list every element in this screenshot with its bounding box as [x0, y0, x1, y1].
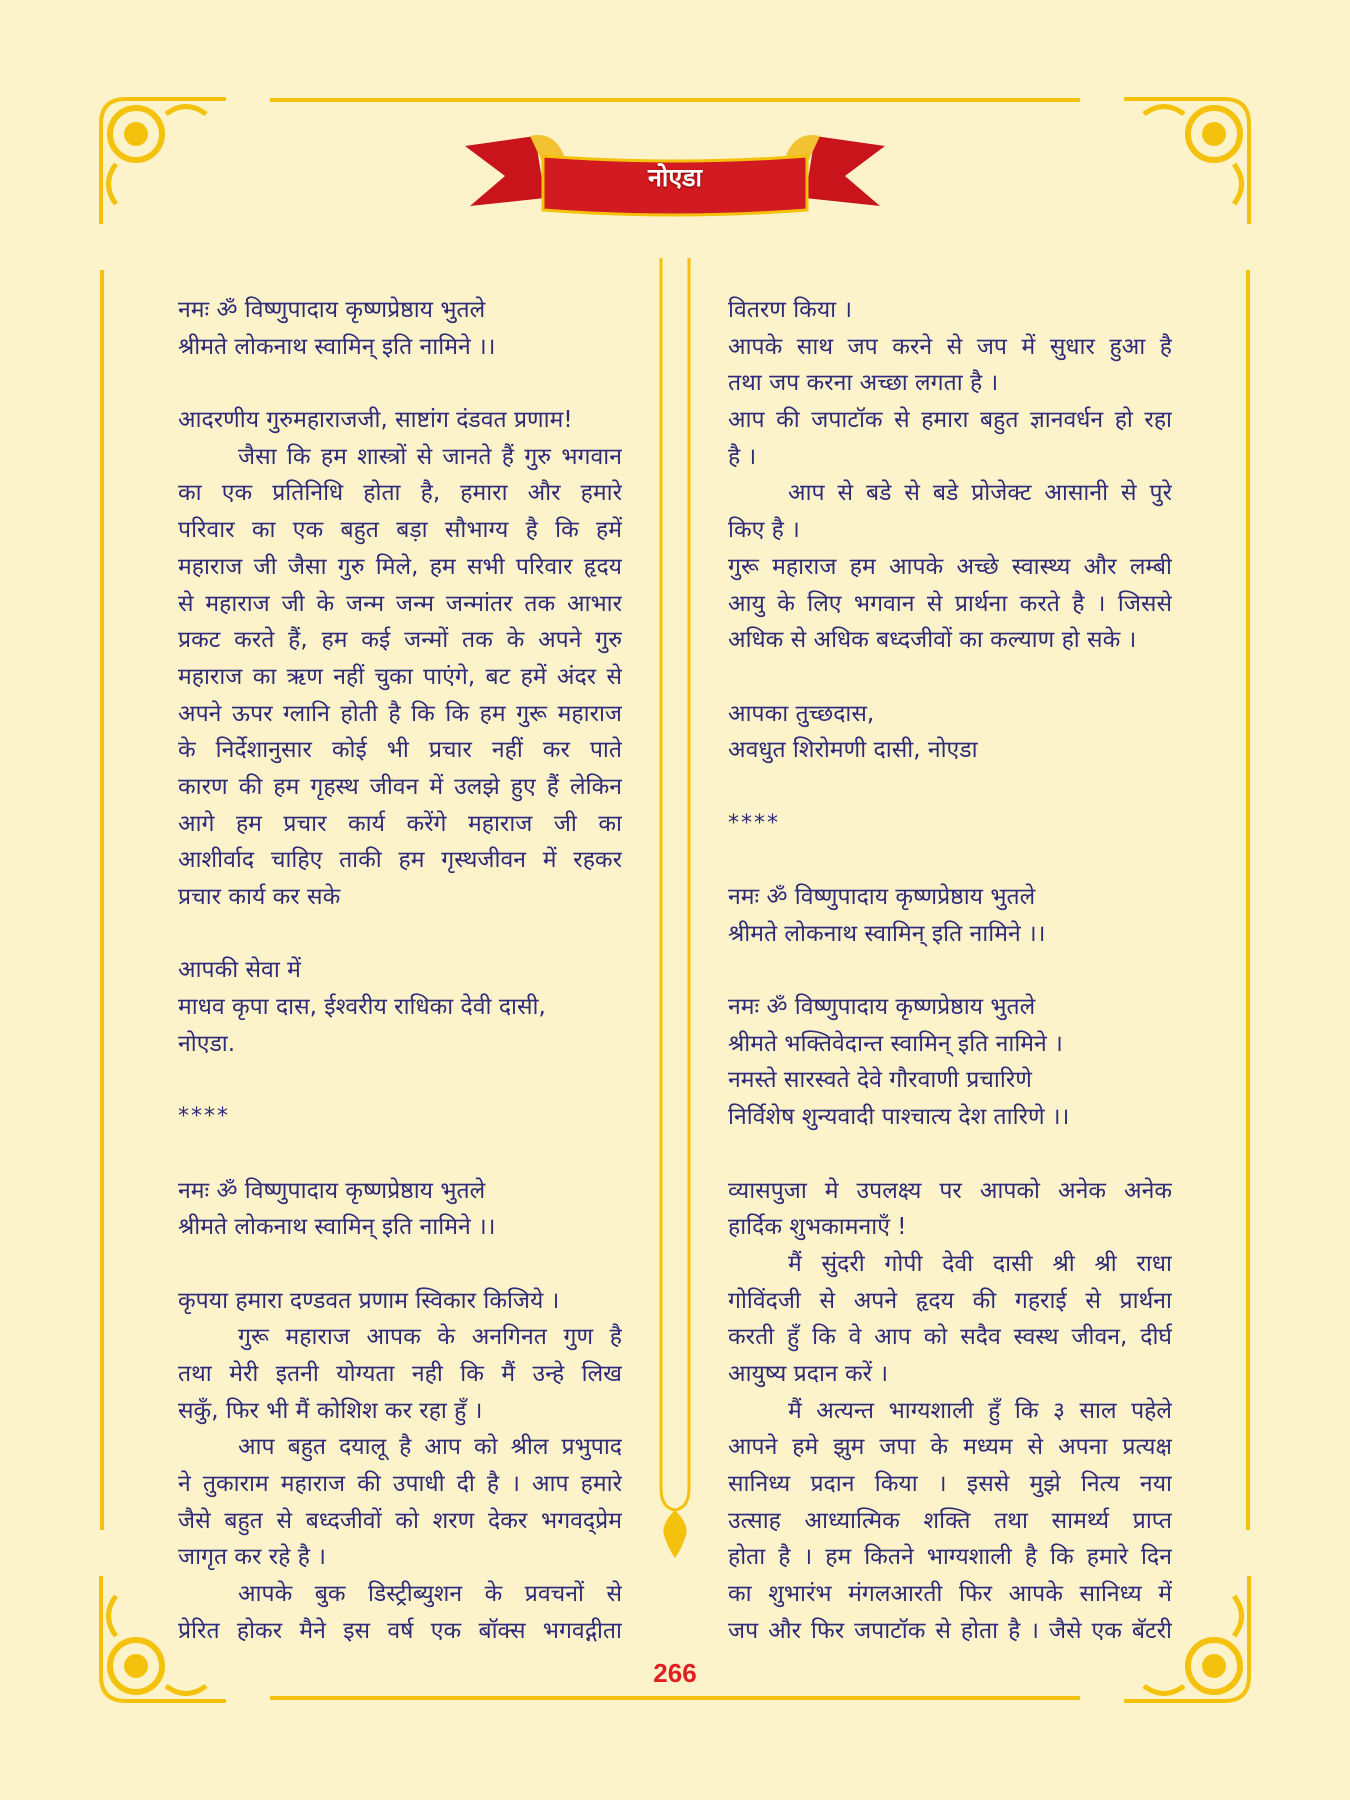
text-line: आशीर्वाद चाहिए ताकी हम गृस्थजीवन में रहकर	[178, 847, 622, 874]
text-line: माधव कृपा दास, ईश्वरीय राधिका देवी दासी,	[178, 994, 546, 1021]
text-line: से महाराज जी के जन्म जन्म जन्मांतर तक आभार	[178, 590, 622, 617]
blank-line	[728, 952, 1172, 989]
blank-line	[178, 1062, 622, 1099]
text-line: व्यासपुजा मे उपलक्ष्य पर आपको अनेक अनेक	[728, 1177, 1172, 1204]
frame-left-line	[100, 270, 104, 1530]
text-line: महाराज जी जैसा गुरु मिले, हम सभी परिवार हृदय	[178, 553, 622, 580]
text-line: अपने ऊपर ग्लानि होती है कि कि हम गुरू महाराज	[178, 700, 622, 727]
text-line: आपके बुक डिस्ट्रीब्युशन के प्रवचनों से	[238, 1581, 622, 1608]
title-ribbon	[465, 128, 885, 220]
text-line: आदरणीय गुरुमहाराजजी, साष्टांग दंडवत प्रणाम!	[178, 407, 573, 434]
text-line: तथा मेरी इतनी योग्यता नही कि मैं उन्हे लिख	[178, 1360, 622, 1387]
text-line: नमः ॐ विष्णुपादाय कृष्णप्रेष्ठाय भुतले	[178, 1177, 486, 1204]
text-line: परिवार का एक बहुत बड़ा सौभाग्य है कि हमें	[178, 517, 622, 544]
blank-line	[178, 1136, 622, 1173]
text-line: अवधुत शिरोमणी दासी, नोएडा	[728, 737, 978, 764]
text-line: मैं अत्यन्त भाग्यशाली हुँ कि ३ साल पहेले	[788, 1397, 1172, 1424]
text-line: प्रकट करते हैं, हम कई जन्मों तक के अपने गुरु	[178, 627, 622, 654]
frame-bottom-line	[270, 1696, 1080, 1700]
text-line: गोविंदजी से अपने हृदय की गहराई से प्रार्थना	[728, 1287, 1172, 1314]
text-line: आप से बडे से बडे प्रोजेक्ट आसानी से पुरे	[788, 480, 1172, 507]
text-line: नमस्ते सारस्वते देवे गौरवाणी प्रचारिणे	[728, 1067, 1032, 1094]
text-line: जागृत कर रहे है ।	[178, 1544, 326, 1571]
text-line: प्रचार कार्य कर सके	[178, 884, 341, 910]
section-separator: ****	[178, 1104, 230, 1130]
text-line: जैसे बहुत से बध्दजीवों को शरण देकर भगवद्प्रेम	[178, 1507, 622, 1534]
text-line: नमः ॐ विष्णुपादाय कृष्णप्रेष्ठाय भुतले	[728, 994, 1036, 1021]
right-column	[728, 292, 1172, 1649]
text-line: आपका तुच्छदास,	[728, 700, 875, 727]
text-line: के निर्देशानुसार कोई भी प्रचार नहीं कर पाते	[178, 737, 622, 764]
text-line: कारण की हम गृहस्थ जीवन में उलझे हुए हैं लेकिन	[178, 773, 622, 800]
text-line: श्रीमते लोकनाथ स्वामिन् इति नामिने ।।	[178, 333, 496, 360]
text-line: ने तुकाराम महाराज की उपाधी दी है । आप हमारे	[178, 1471, 622, 1497]
blank-line	[728, 1136, 1172, 1173]
text-line: अधिक से अधिक बध्दजीवों का कल्याण हो सके ।	[728, 627, 1137, 654]
corner-ornament-icon	[86, 84, 236, 234]
text-line: तथा जप करना अच्छा लगता है ।	[728, 370, 999, 397]
blank-line	[728, 842, 1172, 879]
text-line: आगे हम प्रचार कार्य करेंगे महाराज जी का	[178, 810, 622, 837]
text-line: मैं सुंदरी गोपी देवी दासी श्री श्री राधा	[788, 1250, 1172, 1277]
text-line: गुरू महाराज आपक के अनगिनत गुण है	[238, 1324, 622, 1351]
frame-top-line	[270, 98, 1080, 102]
blank-line	[178, 916, 622, 953]
text-line: वितरण किया ।	[728, 297, 853, 323]
drop-ornament-icon	[663, 1510, 686, 1558]
text-line: श्रीमते भक्तिवेदान्त स्वामिन् इति नामिने ।	[728, 1030, 1063, 1057]
text-line: सानिध्य प्रदान किया । इससे मुझे नित्य नया	[728, 1471, 1172, 1497]
text-line: आयुष्य प्रदान करें ।	[728, 1360, 889, 1387]
text-line: आप की जपाटॉक से हमारा बहुत ज्ञानवर्धन हो रहा	[728, 407, 1172, 434]
text-line: जैसा कि हम शास्त्रों से जानते हैं गुरु भगवान	[238, 443, 622, 470]
text-line: आपने हमे झुम जपा के मध्यम से अपना प्रत्यक्ष	[728, 1434, 1172, 1461]
text-line: कृपया हमारा दण्डवत प्रणाम स्विकार किजिये ।	[178, 1287, 560, 1314]
blank-line	[728, 659, 1172, 696]
left-column	[178, 292, 622, 1649]
text-line: निर्विशेष शुन्यवादी पाश्चात्य देश तारिणे ।।	[728, 1104, 1070, 1131]
corner-ornament-icon	[1114, 84, 1264, 234]
blank-line	[178, 1246, 622, 1283]
text-line: करती हुँ कि वे आप को सदैव स्वस्थ जीवन, दीर्घ	[728, 1324, 1172, 1351]
blank-line	[728, 769, 1172, 806]
text-line: किए है ।	[728, 517, 800, 544]
text-line: हार्दिक शुभकामनाएँ !	[728, 1214, 907, 1241]
text-line: नोएडा.	[178, 1030, 236, 1057]
text-line: है ।	[728, 443, 757, 470]
page-number: 266	[653, 1658, 697, 1688]
text-line: का एक प्रतिनिधि होता है, हमारा और हमारे	[178, 480, 622, 507]
section-separator: ****	[728, 810, 780, 836]
text-line: गुरू महाराज हम आपके अच्छे स्वास्थ्य और लम्बी	[728, 553, 1172, 580]
frame-right-line	[1246, 270, 1250, 1530]
text-line: होता है । हम कितने भाग्यशाली है कि हमारे दिन	[728, 1544, 1172, 1571]
text-line: का शुभारंभ मंगलआरती फिर आपके सानिध्य में	[728, 1581, 1172, 1608]
text-line: आप बहुत दयालू है आप को श्रील प्रभुपाद	[238, 1434, 622, 1461]
page-title: नोएडा	[647, 163, 703, 192]
text-line: नमः ॐ विष्णुपादाय कृष्णप्रेष्ठाय भुतले	[178, 297, 486, 323]
text-line: उत्साह आध्यात्मिक शक्ति तथा सामर्थ्य प्राप्त	[728, 1507, 1172, 1534]
text-line: जप और फिर जपाटॉक से होता है । जैसे एक बॅटरी	[728, 1617, 1172, 1644]
text-line: नमः ॐ विष्णुपादाय कृष्णप्रेष्ठाय भुतले	[728, 884, 1036, 910]
blank-line	[178, 365, 622, 402]
text-line: प्रेरित होकर मैने इस वर्ष एक बॉक्स भगवद्गीता	[178, 1617, 622, 1644]
text-line: आपकी सेवा में	[178, 957, 301, 984]
column-divider	[655, 258, 695, 1558]
text-line: श्रीमते लोकनाथ स्वामिन् इति नामिने ।।	[178, 1214, 496, 1241]
text-line: आयु के लिए भगवान से प्रार्थना करते है । जिससे	[728, 590, 1172, 617]
text-line: सकुँ, फिर भी मैं कोशिश कर रहा हुँ ।	[178, 1397, 483, 1424]
text-line: आपके साथ जप करने से जप में सुधार हुआ है	[728, 333, 1172, 360]
text-line: महाराज का ऋण नहीं चुका पाएंगे, बट हमें अंदर से	[178, 663, 622, 690]
text-line: श्रीमते लोकनाथ स्वामिन् इति नामिने ।।	[728, 920, 1046, 947]
